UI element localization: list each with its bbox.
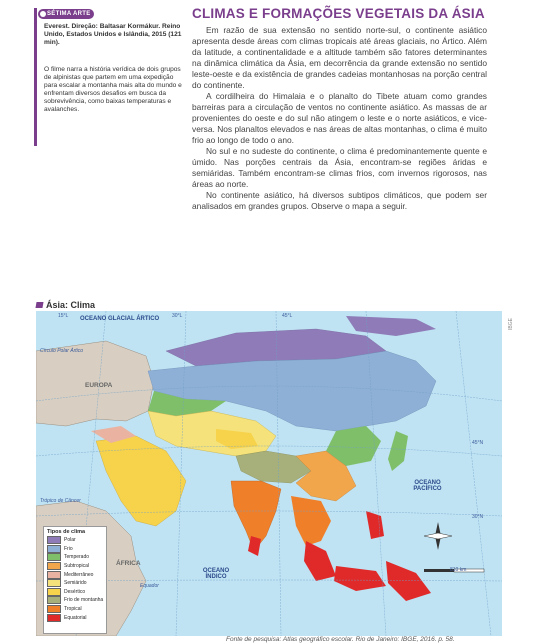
legend-swatch (47, 614, 61, 622)
badge-label: SÉTIMA ARTE (47, 11, 91, 17)
page-title: CLIMAS E FORMAÇÕES VEGETAIS DA ÁSIA (192, 6, 485, 21)
legend-swatch (47, 545, 61, 553)
legend-label: Frio (64, 545, 73, 552)
map-title (36, 300, 95, 310)
legend-label: Desértico (64, 588, 86, 595)
film-reel-icon (40, 11, 46, 17)
map-legend (43, 526, 107, 634)
source-citation: Fonte de pesquisa: Atlas geográfico escolar. Rio de Janeiro: IBGE, 2016. p. 58. (226, 636, 455, 643)
legend-label: Semiárido (64, 580, 87, 587)
sidebar-rule (34, 8, 37, 146)
film-credits: Everest. Direção: Baltasar Kormákur. Reino Unido, Estados Unidos e Islândia, 2015 (121 min). (44, 23, 182, 46)
legend-swatch (47, 553, 61, 561)
paragraph: No continente asiático, há diversos subtipos climáticos, que podem ser analisados em grandes grupos. Observe o mapa a seguir. (192, 190, 487, 211)
europe-label: EUROPA (85, 382, 113, 389)
legend-label: Equatorial (64, 614, 87, 621)
legend-item (44, 570, 106, 579)
legend-swatch (47, 579, 61, 587)
degree-label: 45°L (282, 313, 293, 319)
africa-label: ÁFRICA (116, 560, 141, 567)
legend-label: Frio de montanha (64, 597, 104, 604)
indian-ocean-label: OCEANO ÍNDICO (202, 568, 230, 580)
equator-label: Equador (140, 583, 159, 589)
legend-swatch (47, 605, 61, 613)
legend-label: Mediterrâneo (64, 571, 94, 578)
degree-label: 45°N (472, 440, 484, 446)
film-description: O filme narra a história verídica de dois grupos de alpinistas que partem em uma expedição para escalar a montanha mais alta do mundo e enfrentam diversos desafios em busca da sobrevivência, como baixas temperaturas e avalanches. (44, 66, 182, 113)
paragraph: Em razão de sua extensão no sentido norte-sul, o continente asiático apresenta desde áreas com climas tropicais até áreas glaciais, no Ártico. Além da latitude, a continentalidade e a altitude também são fatores determinantes na dinâmica climática da Ásia, em decorrência da grande extensão no sentido leste-oeste e da existência de grandes cadeias montanhosas na porção central do continente. (192, 25, 487, 90)
degree-label: 30°N (472, 514, 484, 520)
legend-label: Temperado (64, 554, 90, 561)
legend-swatch (47, 562, 61, 570)
tropic-cancer-label: Trópico de Câncer (40, 498, 81, 504)
legend-item (44, 588, 106, 597)
legend-item (44, 562, 106, 571)
paragraph: No sul e no sudeste do continente, o clima é predominantemente quente e úmido. Nas porções centrais da Ásia, encontram-se regiões áridas e semiáridas. Também encontram-se climas frios, com invernos rigorosos, nas áreas ao norte. (192, 146, 487, 189)
legend-swatch (47, 596, 61, 604)
degree-label: 15°L (58, 313, 69, 319)
legend-item (44, 553, 106, 562)
map-title-text: Ásia: Clima (46, 300, 96, 310)
legend-item (44, 596, 106, 605)
arctic-ocean-label: OCEANO GLACIAL ÁRTICO (80, 316, 160, 322)
legend-item (44, 545, 106, 554)
section-badge (38, 9, 94, 19)
arctic-circle-label: Círculo Polar Ártico (40, 348, 84, 354)
legend-swatch (47, 588, 61, 596)
legend-label: Polar (64, 537, 76, 544)
legend-label: Tropical (64, 606, 82, 613)
side-mark: IBGE (508, 318, 514, 330)
map-title-marker-icon (35, 302, 43, 308)
legend-title: Tipos de clima (47, 529, 86, 535)
legend-swatch (47, 571, 61, 579)
paragraph: A cordilheira do Himalaia e o planalto do Tibete atuam como grandes barreiras para a circulação de ventos no continente asiático. As massas de ar provenientes do oeste e do sul não atingem o leste e o norte asiáticos, e vice-versa. Nos planaltos elevados e nas áreas de altas montanhas, o clima é muito frio ao longo de todo o ano. (192, 91, 487, 145)
scale-label: 810 km (450, 567, 467, 573)
legend-item (44, 579, 106, 588)
legend-item (44, 536, 106, 545)
legend-swatch (47, 536, 61, 544)
legend-item (44, 613, 106, 622)
legend-item (44, 605, 106, 614)
pacific-ocean-label: OCEANO PACÍFICO (413, 480, 442, 492)
legend-label: Subtropical (64, 563, 90, 570)
article-body (192, 25, 487, 212)
degree-label: 30°L (172, 313, 183, 319)
